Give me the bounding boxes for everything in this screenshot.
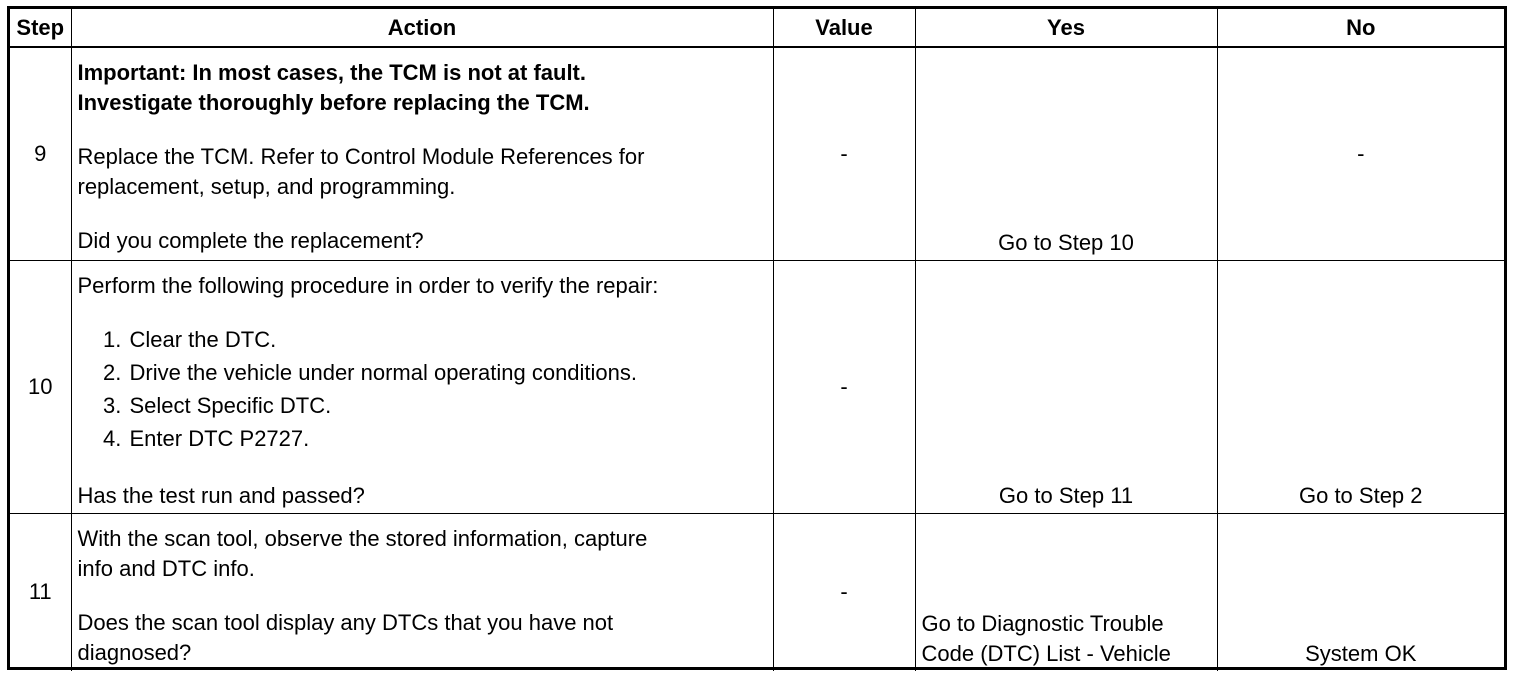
header-action: Action <box>71 9 773 47</box>
procedure-step: 2. Drive the vehicle under normal operating conditions. <box>128 356 767 389</box>
header-yes: Yes <box>915 9 1217 47</box>
action-cell <box>71 47 773 260</box>
yes-link[interactable] <box>915 513 1217 671</box>
step-number: 10 <box>10 260 71 513</box>
action-question-line2: diagnosed? <box>77 639 192 665</box>
procedure-step: 4. Enter DTC P2727. <box>128 422 767 455</box>
action-instruction: Replace the TCM. Refer to Control Module References for <box>77 144 645 169</box>
table-row-step-10 <box>10 260 1504 513</box>
important-note-line2: Investigate thoroughly before replacing the TCM. <box>77 90 590 115</box>
action-instruction-line2: replacement, setup, and programming. <box>77 174 456 199</box>
table-row-step-11 <box>10 513 1504 671</box>
action-instruction: With the scan tool, observe the stored information, capture <box>77 525 648 551</box>
value-cell: - <box>773 47 915 260</box>
value-cell: - <box>773 260 915 513</box>
header-value: Value <box>773 9 915 47</box>
yes-link-line1[interactable]: Go to Diagnostic Trouble <box>921 611 1164 636</box>
procedure-list <box>78 323 767 455</box>
procedure-step: 3. Select Specific DTC. <box>128 389 767 422</box>
important-note: Important: In most cases, the TCM is not at fault. <box>77 60 586 85</box>
no-link[interactable]: Go to Step 2 <box>1217 260 1504 513</box>
diagnostic-table-frame <box>7 6 1507 670</box>
action-cell <box>71 260 773 513</box>
procedure-step: 1. Clear the DTC. <box>128 323 767 356</box>
header-step: Step <box>10 9 71 47</box>
action-question: Did you complete the replacement? <box>77 228 424 253</box>
action-question: Has the test run and passed? <box>77 482 365 508</box>
yes-link[interactable]: Go to Step 10 <box>915 47 1217 260</box>
no-cell: - <box>1217 47 1504 260</box>
header-no: No <box>1217 9 1504 47</box>
action-cell <box>71 513 773 671</box>
table-row-step-9 <box>10 47 1504 260</box>
diagnostic-table <box>10 9 1504 671</box>
step-number: 11 <box>10 513 71 671</box>
step-number: 9 <box>10 47 71 260</box>
yes-link-line2[interactable]: Code (DTC) List - Vehicle <box>921 641 1171 666</box>
action-intro: Perform the following procedure in order to verify the repair: <box>77 272 659 298</box>
no-result: System OK <box>1217 513 1504 671</box>
yes-link[interactable]: Go to Step 11 <box>915 260 1217 513</box>
value-cell: - <box>773 513 915 671</box>
action-instruction-line2: info and DTC info. <box>77 555 255 581</box>
action-question: Does the scan tool display any DTCs that you have not <box>77 609 614 635</box>
header-row <box>10 9 1504 47</box>
